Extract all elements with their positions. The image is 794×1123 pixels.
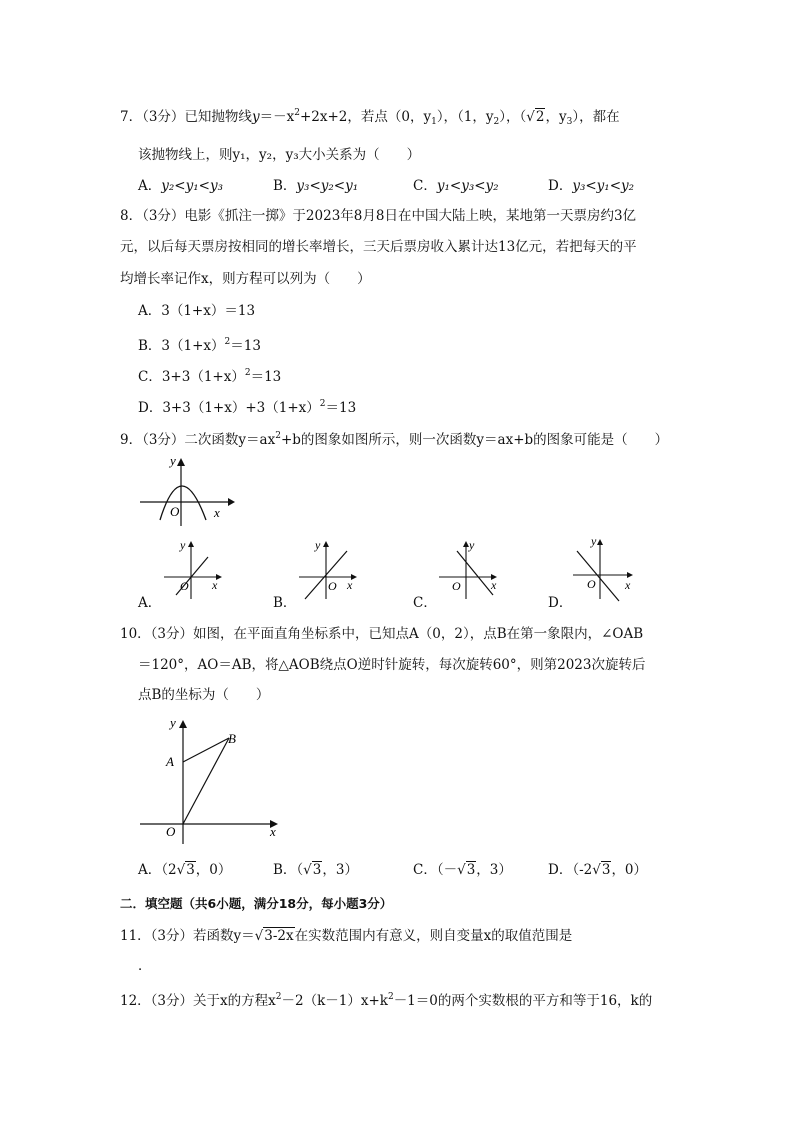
q9-option-a-graph[interactable] — [162, 537, 232, 605]
q8-option-d[interactable] — [138, 395, 356, 417]
q9-option-a-label[interactable]: A． — [138, 595, 162, 611]
q8-option-c-tail: ＝13 — [250, 369, 282, 385]
q9-d-line — [577, 551, 619, 601]
q7-line1: 7．（3分）已知抛物线$y=-x^2+2x+2$，若点（0，$y_1$），（1，$y_2$），（√2，$y_3$），都在 — [120, 108, 620, 127]
q12-exp2: 2 — [387, 992, 394, 1002]
q7-option-d-text: y₃<y₁<y₂ — [572, 178, 635, 194]
q10-line3: 点B的坐标为（ ） — [138, 687, 270, 703]
q7-option-b-text: y₃<y₂<y₁ — [296, 178, 359, 194]
q7-option-d-label: D． — [548, 178, 573, 194]
q8-option-a-text: 3（1+x）＝13 — [161, 303, 256, 319]
q10-label-x: x — [270, 824, 276, 839]
q7-number: 7． — [120, 109, 143, 125]
q10-line2: ＝120°，AO＝AB，将△AOB绕点O逆时针旋转，每次旋转60°，则第2023次旋转后 — [138, 657, 646, 673]
q9-c-label-y: y — [469, 538, 475, 552]
q7-point1-end: ）， — [436, 109, 458, 125]
q10-option-d-radical: 3 — [601, 862, 611, 878]
q10-option-d[interactable]: D．（-2√3，0） — [548, 862, 648, 878]
q7-point2-sub: 2 — [493, 117, 500, 127]
q7-func-exp: 2 — [294, 108, 300, 118]
q10-option-a-pre: （2 — [161, 862, 177, 878]
q10-option-c-label: C． — [413, 862, 437, 878]
q9-label-y: y — [170, 453, 176, 468]
q9-head: 9．（3分）二次函数y＝ax — [120, 432, 276, 448]
q7-point3-mid: ，y — [545, 109, 567, 125]
q10-option-a-post: ，0） — [195, 862, 232, 878]
q11-radical: 3-2x — [264, 928, 294, 944]
q9-option-c-label[interactable]: C． — [413, 595, 437, 611]
q9-option-c-graph[interactable] — [437, 537, 507, 605]
q10-label-a: A — [166, 754, 174, 769]
q8-option-d-text: 3+3（1+x）+3（1+x） — [162, 400, 320, 416]
q7-func-y: y — [251, 109, 260, 125]
section-fill-in-heading: 二．填空题（共6小题，满分18分，每小题3分） — [120, 896, 393, 911]
q8-option-a[interactable] — [138, 302, 255, 320]
q8-option-c-text: 3+3（1+x） — [161, 369, 245, 385]
q10-option-b-label: B． — [273, 862, 297, 878]
q10-option-d-label: D． — [548, 862, 573, 878]
q9-b-label-x: x — [347, 578, 353, 592]
q7-line2: 该抛物线上，则y₁，y₂，y₃大小关系为（ ） — [138, 147, 421, 163]
q9-a-label-x: x — [212, 578, 218, 592]
q9-option-b-label[interactable]: B． — [273, 595, 297, 611]
q7-point2: （1，y — [457, 109, 494, 125]
q7-option-c-text: y₁<y₃<y₂ — [436, 178, 499, 194]
q7-point2-end: ）， — [499, 109, 520, 125]
q10-option-c[interactable]: C．（－√3，3） — [413, 862, 512, 878]
q9-a-label-origin: O — [180, 579, 189, 593]
q8-option-b-tail: ＝13 — [230, 338, 261, 354]
q9-parabola-figure — [138, 452, 238, 528]
q10-option-c-post: ，3） — [476, 862, 512, 878]
q8-line3: 均增长率记作x，则方程可以列为（ ） — [120, 271, 371, 287]
q10-option-c-radical: 3 — [466, 862, 476, 878]
q8-option-b[interactable] — [138, 333, 261, 355]
q9-y-arrow — [177, 458, 185, 466]
q11-pre: 11．（3分）若函数y＝ — [120, 928, 255, 944]
q9-c-label-x: x — [491, 578, 497, 592]
q10-label-o: O — [166, 824, 176, 839]
q8-line2: 元，以后每天票房按相同的增长率增长，三天后票房收入累计达13亿元，若把每天的平 — [120, 239, 637, 255]
q8-option-c[interactable] — [138, 364, 281, 386]
q9-c-label-origin: O — [452, 579, 461, 593]
q7-func-rest: +2x+2，若点 — [299, 109, 388, 125]
q9-c-line — [457, 551, 493, 595]
q7-option-b[interactable] — [273, 177, 358, 195]
q8-option-b-text: 3（1+x） — [161, 338, 225, 354]
q9-d-y-arrow — [597, 539, 603, 545]
q10-segment-ob — [183, 738, 229, 824]
q8-option-c-label: C． — [138, 369, 162, 385]
q10-option-a[interactable]: A．（2√3，0） — [138, 862, 232, 878]
q9-option-d-label[interactable]: D． — [548, 595, 573, 611]
q9-b-label-origin: O — [328, 579, 337, 593]
q10-label-y: y — [170, 715, 176, 730]
q11-line1: 11．（3分）若函数y＝√3-2x在实数范围内有意义，则自变量x的取值范围是 — [120, 928, 573, 944]
q10-option-a-radical: 3 — [186, 862, 195, 878]
q12-exp1: 2 — [275, 992, 282, 1002]
q9-d-label-y: y — [591, 535, 597, 548]
q7-option-c-label: C． — [413, 178, 437, 194]
q8-option-d-label: D． — [138, 400, 163, 416]
q10-option-b-radical: 3 — [312, 862, 322, 878]
q9-exp: 2 — [275, 431, 281, 441]
q9-option-d-graph[interactable] — [571, 535, 641, 603]
q7-option-c[interactable] — [413, 177, 499, 195]
q10-y-arrow — [179, 720, 187, 728]
q7-point3-radical: 2 — [535, 109, 545, 125]
q8-option-a-label: A． — [138, 303, 162, 319]
q10-option-a-label: A． — [138, 862, 162, 878]
q9-label-origin: O — [170, 504, 180, 519]
q11-line2: ． — [138, 958, 152, 974]
q7-option-a-text: y₂<y₁<y₃ — [161, 178, 223, 194]
q7-point1: （0，y — [387, 109, 432, 125]
q7-point3-sub: 3 — [566, 117, 573, 127]
q9-d-label-origin: O — [587, 577, 596, 591]
q9-line1 — [120, 427, 668, 449]
q7-option-a-label: A． — [138, 178, 162, 194]
q9-b-y-arrow — [323, 541, 329, 547]
q9-d-label-x: x — [625, 578, 631, 592]
q10-line1: 10．（3分）如图，在平面直角坐标系中，已知点A（0，2），点B在第一象限内，∠OAB — [120, 626, 644, 642]
q7-point1-sub: 1 — [431, 117, 437, 127]
q9-b-label-y: y — [315, 538, 321, 552]
q12-pre: 12．（3分）关于x的方程x — [120, 993, 276, 1009]
q8-option-d-tail: ＝13 — [325, 400, 357, 416]
q8-option-b-label: B． — [138, 338, 162, 354]
q10-option-d-pre: （-2 — [572, 862, 593, 878]
q7-text: 已知抛物线 — [184, 109, 252, 125]
q9-option-b-graph[interactable] — [297, 537, 367, 605]
q9-a-y-arrow — [188, 541, 194, 547]
q10-option-b-post: ，3） — [322, 862, 358, 878]
q11-post: 在实数范围内有意义，则自变量x的取值范围是 — [294, 928, 573, 944]
q8-line1: 8．（3分）电影《抓注一掷》于2023年8月8日在中国大陆上映，某地第一天票房约3亿 — [120, 208, 637, 224]
q9-mid: +b的图象如图所示，则一次函数y＝ax+b的图象可能是（ ） — [280, 432, 669, 448]
q12-post: －1＝0的两个实数根的平方和等于16，k的 — [393, 993, 653, 1009]
q10-option-c-pre: （－ — [436, 862, 458, 878]
q12-line1 — [120, 988, 652, 1010]
q7-point3-open: （ — [519, 109, 527, 125]
q7-option-a[interactable] — [138, 177, 223, 195]
q8-option-c-exp: 2 — [244, 368, 251, 378]
q12-mid: －2（k－1）x+k — [281, 993, 388, 1009]
q7-func-eq: ＝－x — [259, 109, 295, 125]
q8-option-d-exp: 2 — [319, 399, 326, 409]
q7-option-b-label: B． — [273, 178, 297, 194]
q7-score: （3分） — [142, 109, 185, 125]
q10-option-b[interactable]: B．（√3，3） — [273, 862, 358, 878]
q9-label-x: x — [214, 505, 220, 520]
q7-option-d[interactable] — [548, 177, 634, 195]
q10-option-b-pre: （ — [296, 862, 304, 878]
q10-triangle-figure — [138, 712, 288, 847]
q10-option-d-post: ，0） — [611, 862, 648, 878]
q7-point3-end: ），都在 — [572, 109, 620, 125]
q8-option-b-exp: 2 — [224, 337, 231, 347]
q9-a-label-y: y — [180, 538, 186, 552]
q9-parabola-curve — [160, 486, 206, 520]
q10-label-b: B — [228, 731, 236, 746]
q9-x-arrow — [228, 498, 235, 506]
